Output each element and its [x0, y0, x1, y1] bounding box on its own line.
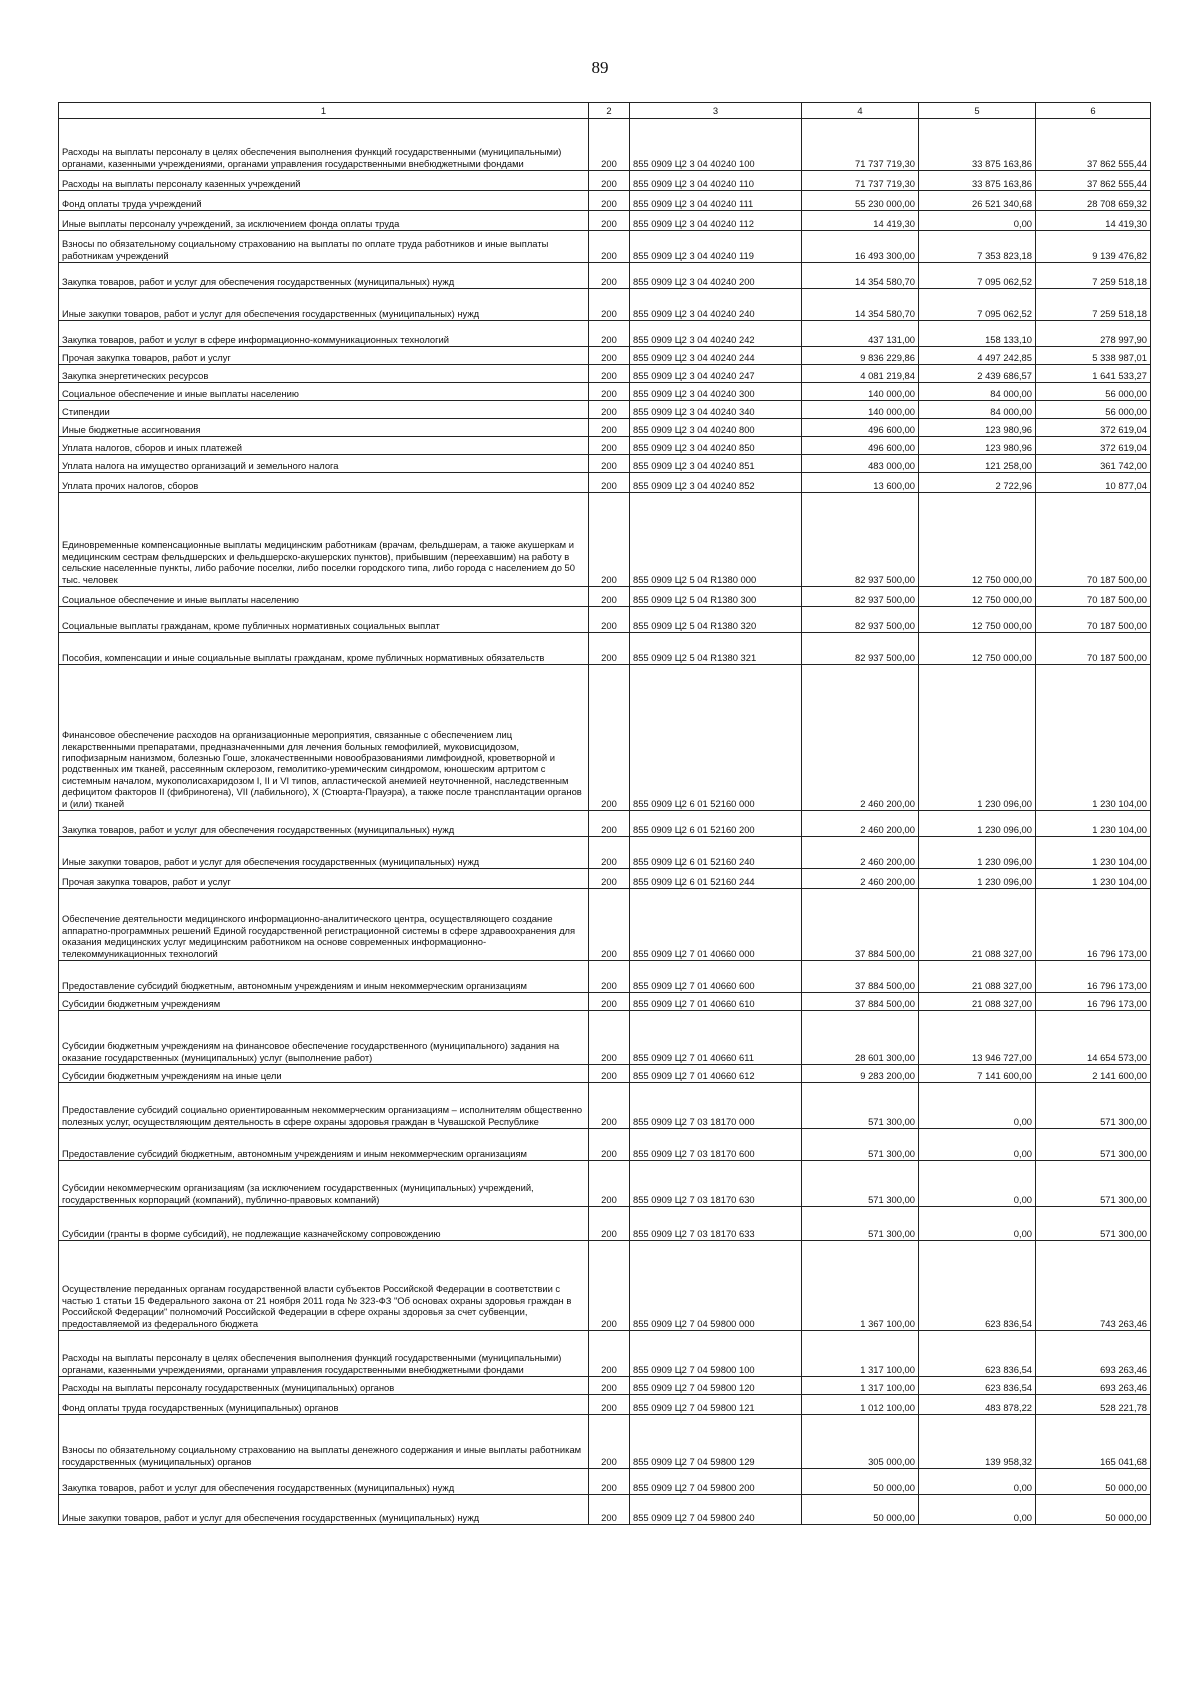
row-name: Социальное обеспечение и иные выплаты населению — [59, 383, 589, 401]
row-value-executed: 623 836,54 — [919, 1241, 1036, 1331]
row-code: 200 — [589, 321, 630, 347]
row-code: 200 — [589, 455, 630, 473]
row-code: 200 — [589, 1241, 630, 1331]
row-value-remaining: 743 263,46 — [1036, 1241, 1151, 1331]
row-kbk: 855 0909 Ц2 7 04 59800 120 — [630, 1377, 802, 1395]
table-row — [59, 1495, 1151, 1525]
row-value-remaining: 14 654 573,00 — [1036, 1011, 1151, 1065]
row-kbk: 855 0909 Ц2 3 04 40240 200 — [630, 263, 802, 289]
row-value-executed: 1 230 096,00 — [919, 837, 1036, 869]
table-row — [59, 607, 1151, 633]
row-value-executed: 13 946 727,00 — [919, 1011, 1036, 1065]
row-name: Закупка товаров, работ и услуг для обеспечения государственных (муниципальных) нужд — [59, 1469, 589, 1495]
row-code: 200 — [589, 1377, 630, 1395]
row-kbk: 855 0909 Ц2 7 01 40660 000 — [630, 889, 802, 961]
row-value-executed: 0,00 — [919, 1207, 1036, 1241]
row-value-executed: 0,00 — [919, 1469, 1036, 1495]
column-header: 4 — [802, 103, 919, 119]
row-value-approved: 71 737 719,30 — [802, 119, 919, 171]
table-row — [59, 811, 1151, 837]
row-kbk: 855 0909 Ц2 6 01 52160 240 — [630, 837, 802, 869]
row-code: 200 — [589, 289, 630, 321]
row-kbk: 855 0909 Ц2 3 04 40240 300 — [630, 383, 802, 401]
row-value-executed: 7 141 600,00 — [919, 1065, 1036, 1083]
row-value-remaining: 9 139 476,82 — [1036, 231, 1151, 263]
column-header: 2 — [589, 103, 630, 119]
row-name: Финансовое обеспечение расходов на организационные мероприятия, связанные с обеспечением лиц лекарственными препаратами, предназначенными для лечения больных гемофилией, муковисцидозом, гипофизарным нанизмом, болезнью Гоше, злокачественными новообразованиями лимфоидной, кроветворной и родственных им тканей, рассеянным склерозом, гемолитико-уремическим синдромом, юношеским артритом с системным началом, мукополисахаридозом I, II и VI типов, апластической анемией неуточненной, наследственным дефицитом факторов II (фибриногена), VII (лабильного), X (Стюарта-Прауэра), а также после трансплантации органов и (или) тканей — [59, 665, 589, 811]
row-code: 200 — [589, 889, 630, 961]
row-code: 200 — [589, 171, 630, 191]
table-row — [59, 993, 1151, 1011]
row-name: Субсидии (гранты в форме субсидий), не подлежащие казначейскому сопровождению — [59, 1207, 589, 1241]
row-value-executed: 483 878,22 — [919, 1395, 1036, 1415]
table-row — [59, 211, 1151, 231]
row-value-executed: 4 497 242,85 — [919, 347, 1036, 365]
row-value-executed: 21 088 327,00 — [919, 993, 1036, 1011]
row-kbk: 855 0909 Ц2 3 04 40240 112 — [630, 211, 802, 231]
row-code: 200 — [589, 437, 630, 455]
row-value-executed: 33 875 163,86 — [919, 171, 1036, 191]
row-code: 200 — [589, 347, 630, 365]
row-kbk: 855 0909 Ц2 7 04 59800 121 — [630, 1395, 802, 1415]
table-row — [59, 1241, 1151, 1331]
row-value-remaining: 571 300,00 — [1036, 1129, 1151, 1161]
row-name: Пособия, компенсации и иные социальные выплаты гражданам, кроме публичных нормативных обязательств — [59, 633, 589, 665]
row-kbk: 855 0909 Ц2 5 04 R1380 321 — [630, 633, 802, 665]
row-value-remaining: 56 000,00 — [1036, 383, 1151, 401]
row-value-remaining: 1 641 533,27 — [1036, 365, 1151, 383]
row-kbk: 855 0909 Ц2 3 04 40240 850 — [630, 437, 802, 455]
table-row — [59, 119, 1151, 171]
row-value-remaining: 571 300,00 — [1036, 1083, 1151, 1129]
row-name: Закупка товаров, работ и услуг в сфере информационно-коммуникационных технологий — [59, 321, 589, 347]
row-name: Иные закупки товаров, работ и услуг для обеспечения государственных (муниципальных) нужд — [59, 289, 589, 321]
row-value-approved: 13 600,00 — [802, 473, 919, 493]
row-kbk: 855 0909 Ц2 7 03 18170 630 — [630, 1161, 802, 1207]
row-name: Расходы на выплаты персоналу государственных (муниципальных) органов — [59, 1377, 589, 1395]
row-kbk: 855 0909 Ц2 6 01 52160 200 — [630, 811, 802, 837]
budget-table — [58, 102, 1151, 1525]
table-row — [59, 837, 1151, 869]
row-value-executed: 623 836,54 — [919, 1331, 1036, 1377]
table-row — [59, 321, 1151, 347]
row-name: Субсидии бюджетным учреждениям — [59, 993, 589, 1011]
row-value-approved: 571 300,00 — [802, 1129, 919, 1161]
row-value-executed: 2 722,96 — [919, 473, 1036, 493]
row-value-approved: 82 937 500,00 — [802, 633, 919, 665]
row-value-executed: 0,00 — [919, 1083, 1036, 1129]
row-value-remaining: 693 263,46 — [1036, 1331, 1151, 1377]
row-name: Субсидии некоммерческим организациям (за исключением государственных (муниципальных) учреждений, государственных корпораций (компаний), публично-правовых компаний) — [59, 1161, 589, 1207]
table-row — [59, 1161, 1151, 1207]
row-kbk: 855 0909 Ц2 7 01 40660 611 — [630, 1011, 802, 1065]
table-row — [59, 171, 1151, 191]
table-row — [59, 1083, 1151, 1129]
row-value-remaining: 693 263,46 — [1036, 1377, 1151, 1395]
row-code: 200 — [589, 211, 630, 231]
row-value-remaining: 278 997,90 — [1036, 321, 1151, 347]
row-code: 200 — [589, 1469, 630, 1495]
column-header: 6 — [1036, 103, 1151, 119]
row-value-executed: 21 088 327,00 — [919, 961, 1036, 993]
row-value-approved: 305 000,00 — [802, 1415, 919, 1469]
row-value-executed: 26 521 340,68 — [919, 191, 1036, 211]
row-value-remaining: 14 419,30 — [1036, 211, 1151, 231]
row-name: Прочая закупка товаров, работ и услуг — [59, 347, 589, 365]
row-value-approved: 140 000,00 — [802, 401, 919, 419]
row-value-remaining: 10 877,04 — [1036, 473, 1151, 493]
row-name: Стипендии — [59, 401, 589, 419]
row-value-remaining: 16 796 173,00 — [1036, 961, 1151, 993]
row-value-remaining: 571 300,00 — [1036, 1161, 1151, 1207]
row-code: 200 — [589, 633, 630, 665]
row-code: 200 — [589, 837, 630, 869]
row-value-approved: 9 836 229,86 — [802, 347, 919, 365]
table-row — [59, 191, 1151, 211]
row-value-executed: 84 000,00 — [919, 383, 1036, 401]
row-value-approved: 50 000,00 — [802, 1495, 919, 1525]
row-value-approved: 483 000,00 — [802, 455, 919, 473]
row-code: 200 — [589, 961, 630, 993]
row-kbk: 855 0909 Ц2 7 04 59800 240 — [630, 1495, 802, 1525]
table-row — [59, 1207, 1151, 1241]
table-row — [59, 347, 1151, 365]
row-kbk: 855 0909 Ц2 5 04 R1380 320 — [630, 607, 802, 633]
row-value-executed: 1 230 096,00 — [919, 665, 1036, 811]
row-code: 200 — [589, 401, 630, 419]
row-name: Прочая закупка товаров, работ и услуг — [59, 869, 589, 889]
row-value-remaining: 571 300,00 — [1036, 1207, 1151, 1241]
row-value-approved: 4 081 219,84 — [802, 365, 919, 383]
row-value-executed: 623 836,54 — [919, 1377, 1036, 1395]
row-value-remaining: 7 259 518,18 — [1036, 263, 1151, 289]
row-code: 200 — [589, 993, 630, 1011]
column-header: 3 — [630, 103, 802, 119]
table-row — [59, 1011, 1151, 1065]
table-row — [59, 455, 1151, 473]
row-kbk: 855 0909 Ц2 7 04 59800 129 — [630, 1415, 802, 1469]
row-name: Уплата прочих налогов, сборов — [59, 473, 589, 493]
row-value-approved: 14 354 580,70 — [802, 289, 919, 321]
row-value-approved: 9 283 200,00 — [802, 1065, 919, 1083]
row-value-approved: 571 300,00 — [802, 1083, 919, 1129]
table-row — [59, 289, 1151, 321]
row-value-remaining: 1 230 104,00 — [1036, 811, 1151, 837]
row-name: Иные закупки товаров, работ и услуг для обеспечения государственных (муниципальных) нужд — [59, 837, 589, 869]
row-value-executed: 1 230 096,00 — [919, 811, 1036, 837]
row-code: 200 — [589, 419, 630, 437]
row-code: 200 — [589, 1207, 630, 1241]
row-value-approved: 571 300,00 — [802, 1161, 919, 1207]
row-value-approved: 14 419,30 — [802, 211, 919, 231]
row-kbk: 855 0909 Ц2 7 01 40660 600 — [630, 961, 802, 993]
row-name: Расходы на выплаты персоналу в целях обеспечения выполнения функций государственными (муниципальными) органами, казенными учреждениями, органами управления государственными внебюджетными фондами — [59, 1331, 589, 1377]
row-value-approved: 496 600,00 — [802, 419, 919, 437]
row-value-remaining: 56 000,00 — [1036, 401, 1151, 419]
row-name: Социальное обеспечение и иные выплаты населению — [59, 587, 589, 607]
row-name: Субсидии бюджетным учреждениям на финансовое обеспечение государственного (муниципального) задания на оказание государственных (муниципальных) услуг (выполнение работ) — [59, 1011, 589, 1065]
row-code: 200 — [589, 493, 630, 587]
table-row — [59, 365, 1151, 383]
row-code: 200 — [589, 1495, 630, 1525]
table-row — [59, 1065, 1151, 1083]
row-kbk: 855 0909 Ц2 7 03 18170 633 — [630, 1207, 802, 1241]
row-name: Закупка энергетических ресурсов — [59, 365, 589, 383]
row-kbk: 855 0909 Ц2 3 04 40240 242 — [630, 321, 802, 347]
row-value-approved: 571 300,00 — [802, 1207, 919, 1241]
row-value-executed: 139 958,32 — [919, 1415, 1036, 1469]
row-kbk: 855 0909 Ц2 3 04 40240 340 — [630, 401, 802, 419]
row-name: Фонд оплаты труда государственных (муниципальных) органов — [59, 1395, 589, 1415]
row-value-remaining: 70 187 500,00 — [1036, 587, 1151, 607]
row-value-executed: 84 000,00 — [919, 401, 1036, 419]
table-row — [59, 633, 1151, 665]
row-value-executed: 33 875 163,86 — [919, 119, 1036, 171]
row-value-executed: 123 980,96 — [919, 437, 1036, 455]
row-code: 200 — [589, 119, 630, 171]
row-code: 200 — [589, 1083, 630, 1129]
row-value-approved: 1 317 100,00 — [802, 1377, 919, 1395]
row-name: Предоставление субсидий бюджетным, автономным учреждениям и иным некоммерческим организациям — [59, 1129, 589, 1161]
table-row — [59, 1129, 1151, 1161]
row-value-remaining: 70 187 500,00 — [1036, 493, 1151, 587]
row-code: 200 — [589, 587, 630, 607]
row-value-approved: 28 601 300,00 — [802, 1011, 919, 1065]
row-value-approved: 1 012 100,00 — [802, 1395, 919, 1415]
row-value-approved: 37 884 500,00 — [802, 889, 919, 961]
row-kbk: 855 0909 Ц2 7 03 18170 600 — [630, 1129, 802, 1161]
column-header: 1 — [59, 103, 589, 119]
row-code: 200 — [589, 1395, 630, 1415]
row-code: 200 — [589, 665, 630, 811]
row-value-approved: 14 354 580,70 — [802, 263, 919, 289]
table-row — [59, 401, 1151, 419]
row-value-approved: 82 937 500,00 — [802, 587, 919, 607]
table-row — [59, 889, 1151, 961]
row-kbk: 855 0909 Ц2 3 04 40240 100 — [630, 119, 802, 171]
column-number-row — [59, 103, 1151, 119]
row-value-approved: 50 000,00 — [802, 1469, 919, 1495]
row-kbk: 855 0909 Ц2 3 04 40240 851 — [630, 455, 802, 473]
row-value-remaining: 2 141 600,00 — [1036, 1065, 1151, 1083]
row-name: Обеспечение деятельности медицинского информационно-аналитического центра, осуществляющего создание аппаратно-программных решений Единой государственной регистрационной системы в сфере здравоохранения для оказания медицинских услуг медицинским работником на основе современных информационно-телекоммуникационных технологий — [59, 889, 589, 961]
row-name: Закупка товаров, работ и услуг для обеспечения государственных (муниципальных) нужд — [59, 811, 589, 837]
row-value-executed: 12 750 000,00 — [919, 607, 1036, 633]
row-kbk: 855 0909 Ц2 3 04 40240 247 — [630, 365, 802, 383]
row-value-approved: 37 884 500,00 — [802, 961, 919, 993]
row-value-approved: 71 737 719,30 — [802, 171, 919, 191]
row-code: 200 — [589, 1129, 630, 1161]
row-value-remaining: 7 259 518,18 — [1036, 289, 1151, 321]
row-value-approved: 82 937 500,00 — [802, 607, 919, 633]
row-name: Единовременные компенсационные выплаты медицинским работникам (врачам, фельдшерам, а также акушеркам и медицинским сестрам фельдшерских и фельдшерско-акушерских пунктов), прибывшим (переехавшим) на работу в сельские населенные пункты, либо рабочие поселки, либо поселки городского типа, либо города с населением до 50 тыс. человек — [59, 493, 589, 587]
row-name: Иные выплаты персоналу учреждений, за исключением фонда оплаты труда — [59, 211, 589, 231]
row-value-executed: 21 088 327,00 — [919, 889, 1036, 961]
row-value-executed: 121 258,00 — [919, 455, 1036, 473]
row-value-remaining: 372 619,04 — [1036, 437, 1151, 455]
column-header: 5 — [919, 103, 1036, 119]
row-name: Уплата налога на имущество организаций и земельного налога — [59, 455, 589, 473]
row-value-approved: 496 600,00 — [802, 437, 919, 455]
row-value-remaining: 70 187 500,00 — [1036, 607, 1151, 633]
row-value-remaining: 528 221,78 — [1036, 1395, 1151, 1415]
row-value-remaining: 16 796 173,00 — [1036, 993, 1151, 1011]
row-kbk: 855 0909 Ц2 3 04 40240 119 — [630, 231, 802, 263]
row-value-remaining: 1 230 104,00 — [1036, 837, 1151, 869]
row-value-executed: 12 750 000,00 — [919, 493, 1036, 587]
row-name: Социальные выплаты гражданам, кроме публичных нормативных социальных выплат — [59, 607, 589, 633]
row-kbk: 855 0909 Ц2 7 01 40660 610 — [630, 993, 802, 1011]
row-value-remaining: 50 000,00 — [1036, 1495, 1151, 1525]
row-value-approved: 16 493 300,00 — [802, 231, 919, 263]
row-kbk: 855 0909 Ц2 7 04 59800 000 — [630, 1241, 802, 1331]
row-value-approved: 37 884 500,00 — [802, 993, 919, 1011]
row-value-remaining: 361 742,00 — [1036, 455, 1151, 473]
row-value-approved: 2 460 200,00 — [802, 837, 919, 869]
row-kbk: 855 0909 Ц2 5 04 R1380 000 — [630, 493, 802, 587]
row-value-remaining: 5 338 987,01 — [1036, 347, 1151, 365]
row-code: 200 — [589, 365, 630, 383]
row-value-remaining: 50 000,00 — [1036, 1469, 1151, 1495]
row-value-executed: 2 439 686,57 — [919, 365, 1036, 383]
row-value-executed: 1 230 096,00 — [919, 869, 1036, 889]
row-code: 200 — [589, 1161, 630, 1207]
row-value-executed: 7 095 062,52 — [919, 263, 1036, 289]
row-value-approved: 437 131,00 — [802, 321, 919, 347]
row-kbk: 855 0909 Ц2 3 04 40240 240 — [630, 289, 802, 321]
table-row — [59, 1331, 1151, 1377]
row-name: Иные закупки товаров, работ и услуг для обеспечения государственных (муниципальных) нужд — [59, 1495, 589, 1525]
row-value-remaining: 1 230 104,00 — [1036, 665, 1151, 811]
row-kbk: 855 0909 Ц2 3 04 40240 244 — [630, 347, 802, 365]
table-row — [59, 665, 1151, 811]
row-kbk: 855 0909 Ц2 6 01 52160 244 — [630, 869, 802, 889]
table-row — [59, 437, 1151, 455]
row-kbk: 855 0909 Ц2 7 04 59800 100 — [630, 1331, 802, 1377]
row-value-executed: 0,00 — [919, 1129, 1036, 1161]
row-kbk: 855 0909 Ц2 7 03 18170 000 — [630, 1083, 802, 1129]
row-name: Закупка товаров, работ и услуг для обеспечения государственных (муниципальных) нужд — [59, 263, 589, 289]
row-name: Расходы на выплаты персоналу казенных учреждений — [59, 171, 589, 191]
row-value-approved: 2 460 200,00 — [802, 665, 919, 811]
row-name: Предоставление субсидий бюджетным, автономным учреждениям и иным некоммерческим организациям — [59, 961, 589, 993]
row-value-remaining: 70 187 500,00 — [1036, 633, 1151, 665]
row-kbk: 855 0909 Ц2 7 01 40660 612 — [630, 1065, 802, 1083]
row-name: Фонд оплаты труда учреждений — [59, 191, 589, 211]
table-body — [59, 119, 1151, 1525]
row-code: 200 — [589, 869, 630, 889]
row-value-executed: 7 353 823,18 — [919, 231, 1036, 263]
row-code: 200 — [589, 607, 630, 633]
row-value-executed: 158 133,10 — [919, 321, 1036, 347]
row-name: Иные бюджетные ассигнования — [59, 419, 589, 437]
row-value-approved: 2 460 200,00 — [802, 869, 919, 889]
row-code: 200 — [589, 1011, 630, 1065]
table-row — [59, 473, 1151, 493]
row-value-executed: 12 750 000,00 — [919, 633, 1036, 665]
table-row — [59, 1469, 1151, 1495]
table-row — [59, 1395, 1151, 1415]
row-code: 200 — [589, 383, 630, 401]
table-row — [59, 869, 1151, 889]
row-kbk: 855 0909 Ц2 3 04 40240 852 — [630, 473, 802, 493]
row-value-approved: 55 230 000,00 — [802, 191, 919, 211]
row-code: 200 — [589, 263, 630, 289]
row-value-remaining: 372 619,04 — [1036, 419, 1151, 437]
row-value-executed: 123 980,96 — [919, 419, 1036, 437]
row-value-executed: 0,00 — [919, 1495, 1036, 1525]
row-value-remaining: 1 230 104,00 — [1036, 869, 1151, 889]
table-row — [59, 383, 1151, 401]
row-name: Субсидии бюджетным учреждениям на иные цели — [59, 1065, 589, 1083]
table-row — [59, 587, 1151, 607]
row-code: 200 — [589, 811, 630, 837]
row-value-approved: 1 317 100,00 — [802, 1331, 919, 1377]
row-value-remaining: 165 041,68 — [1036, 1415, 1151, 1469]
row-value-remaining: 16 796 173,00 — [1036, 889, 1151, 961]
row-code: 200 — [589, 1415, 630, 1469]
table-row — [59, 961, 1151, 993]
row-kbk: 855 0909 Ц2 3 04 40240 111 — [630, 191, 802, 211]
page-number: 89 — [591, 58, 609, 77]
row-value-approved: 2 460 200,00 — [802, 811, 919, 837]
row-value-approved: 1 367 100,00 — [802, 1241, 919, 1331]
row-kbk: 855 0909 Ц2 6 01 52160 000 — [630, 665, 802, 811]
row-name: Предоставление субсидий социально ориентированным некоммерческим организациям – исполнителям общественно полезных услуг, осуществляющим деятельность в сфере охраны здоровья граждан в Чувашской Республике — [59, 1083, 589, 1129]
row-value-executed: 7 095 062,52 — [919, 289, 1036, 321]
row-code: 200 — [589, 1331, 630, 1377]
row-name: Взносы по обязательному социальному страхованию на выплаты по оплате труда работников и иные выплаты работникам учреждений — [59, 231, 589, 263]
row-kbk: 855 0909 Ц2 5 04 R1380 300 — [630, 587, 802, 607]
row-value-executed: 0,00 — [919, 1161, 1036, 1207]
row-name: Осуществление переданных органам государственной власти субъектов Российской Федерации в соответствии с частью 1 статьи 15 Федерального закона от 21 ноября 2011 года № 323-ФЗ "Об основах охраны здоровья граждан в Российской Федерации" полномочий Российской Федерации в сфере охраны здоровья за счет субвенции, предоставляемой из федерального бюджета — [59, 1241, 589, 1331]
table-row — [59, 419, 1151, 437]
row-kbk: 855 0909 Ц2 3 04 40240 110 — [630, 171, 802, 191]
row-kbk: 855 0909 Ц2 3 04 40240 800 — [630, 419, 802, 437]
table-row — [59, 1377, 1151, 1395]
table-row — [59, 1415, 1151, 1469]
row-code: 200 — [589, 231, 630, 263]
row-value-executed: 0,00 — [919, 211, 1036, 231]
row-name: Расходы на выплаты персоналу в целях обеспечения выполнения функций государственными (муниципальными) органами, казенными учреждениями, органами управления государственными внебюджетными фондами — [59, 119, 589, 171]
row-name: Уплата налогов, сборов и иных платежей — [59, 437, 589, 455]
row-value-remaining: 37 862 555,44 — [1036, 171, 1151, 191]
row-value-approved: 140 000,00 — [802, 383, 919, 401]
table-row — [59, 493, 1151, 587]
row-code: 200 — [589, 191, 630, 211]
row-value-remaining: 37 862 555,44 — [1036, 119, 1151, 171]
table-row — [59, 263, 1151, 289]
row-value-approved: 82 937 500,00 — [802, 493, 919, 587]
row-name: Взносы по обязательному социальному страхованию на выплаты денежного содержания и иные выплаты работникам государственных (муниципальных) органов — [59, 1415, 589, 1469]
table-row — [59, 231, 1151, 263]
row-code: 200 — [589, 473, 630, 493]
row-value-executed: 12 750 000,00 — [919, 587, 1036, 607]
row-value-remaining: 28 708 659,32 — [1036, 191, 1151, 211]
row-code: 200 — [589, 1065, 630, 1083]
row-kbk: 855 0909 Ц2 7 04 59800 200 — [630, 1469, 802, 1495]
